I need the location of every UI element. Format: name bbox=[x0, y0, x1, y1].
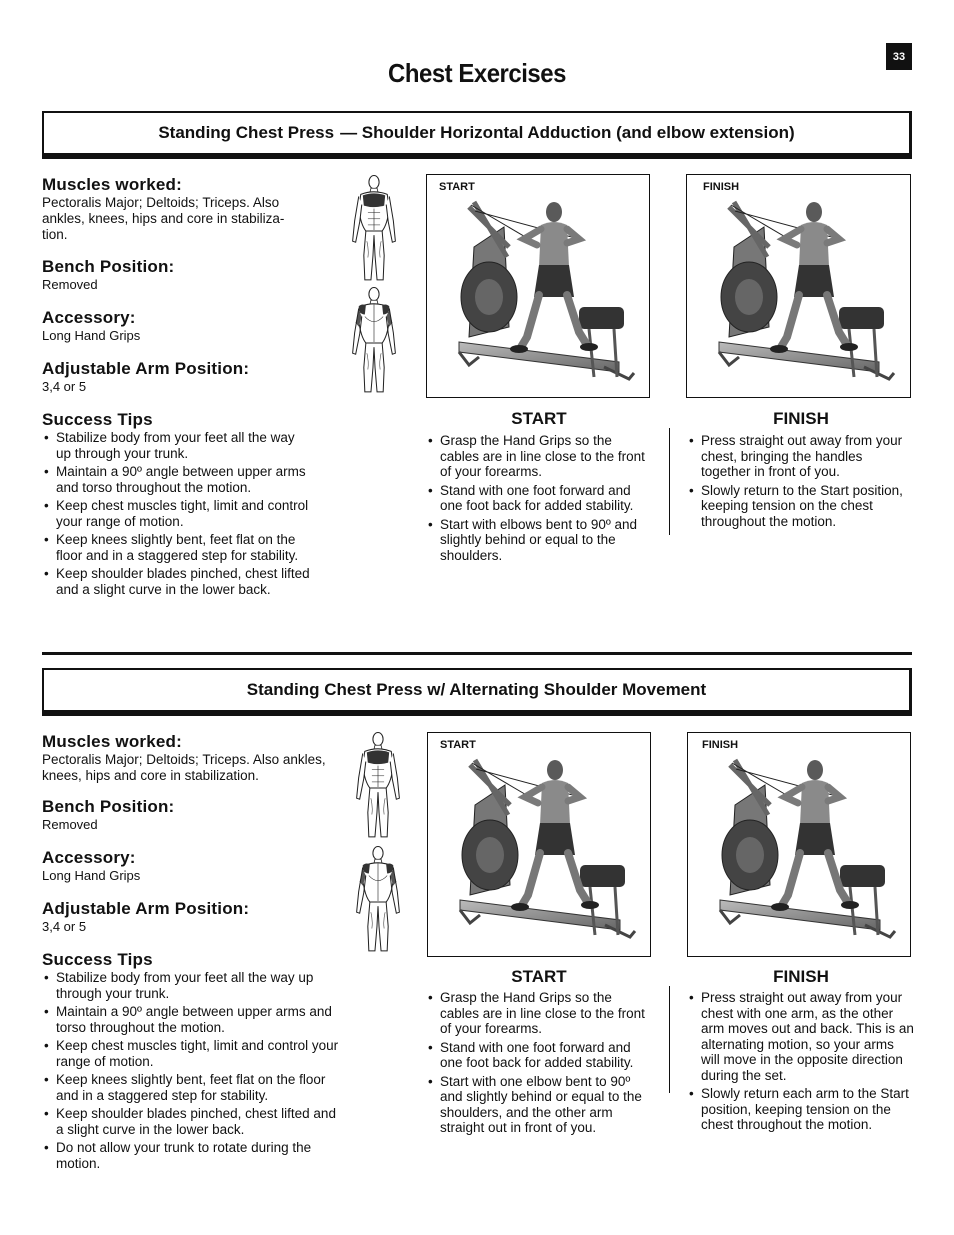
arm-position-text: 3,4 or 5 bbox=[42, 379, 87, 394]
muscles-text: Pectoralis Major; Deltoids; Triceps. Also ankles, knees, hips and core in stabiliza-tion. bbox=[42, 195, 285, 242]
bench-text: Removed bbox=[42, 277, 98, 292]
photo-finish bbox=[687, 732, 911, 957]
exercise-photo bbox=[430, 745, 650, 955]
start-heading: START bbox=[511, 409, 567, 428]
photo-start bbox=[427, 732, 651, 957]
list-item: • Keep shoulder blades pinched, chest lifted and a slight curve in the lower back. bbox=[42, 566, 310, 597]
photo-finish bbox=[686, 174, 911, 398]
section-title-bar bbox=[42, 111, 912, 159]
page-title: Chest Exercises bbox=[388, 58, 566, 88]
muscle-diagram-front bbox=[346, 174, 402, 286]
list-item: • Do not allow your trunk to rotate during the motion. bbox=[42, 1140, 344, 1171]
success-tips-list bbox=[42, 430, 310, 597]
muscle-diagram-front bbox=[352, 731, 404, 843]
accessory-heading: Accessory: bbox=[42, 848, 136, 867]
list-item: • Slowly return each arm to the Start position, keeping tension on the chest throughout the motion. bbox=[687, 1086, 915, 1133]
list-item: • Keep knees slightly bent, feet flat on the floor and in a staggered step for stability. bbox=[42, 1072, 344, 1103]
list-item: • Keep chest muscles tight, limit and control your range of motion. bbox=[42, 1038, 344, 1069]
list-item: • Start with one elbow bent to 90º and slightly behind or equal to the shoulders, and the other arm straight out in front of you. bbox=[426, 1074, 652, 1136]
list-item: • Press straight out away from your chest with one arm, as the other arm moves out and back. This is an alternating motion, so your arms will move in the opposite direction during the set. bbox=[687, 990, 915, 1083]
section-title: Standing Chest Press w/ Alternating Shoulder Movement bbox=[246, 680, 707, 699]
start-steps bbox=[426, 990, 652, 1139]
info-column bbox=[42, 732, 347, 1174]
photo-start bbox=[426, 174, 650, 398]
list-item: • Grasp the Hand Grips so the cables are in line close to the front of your forearms. bbox=[426, 990, 652, 1037]
photo-label: START bbox=[439, 181, 475, 193]
accessory-text: Long Hand Grips bbox=[42, 868, 141, 883]
photo-label: START bbox=[440, 739, 476, 751]
list-item: • Stand with one foot forward and one foot back for added stability. bbox=[426, 1040, 652, 1071]
bench-heading: Bench Position: bbox=[42, 257, 175, 276]
list-item: • Keep knees slightly bent, feet flat on the floor and in a staggered step for stability. bbox=[42, 532, 310, 563]
bench-heading: Bench Position: bbox=[42, 797, 175, 816]
divider bbox=[669, 428, 670, 535]
photo-label: FINISH bbox=[703, 181, 740, 193]
page-number: 33 bbox=[886, 43, 912, 70]
exercise-photo bbox=[689, 187, 909, 397]
list-item: • Slowly return to the Start position, keeping tension on the chest throughout the motion. bbox=[687, 483, 913, 530]
list-item: • Maintain a 90º angle between upper arms and torso throughout the motion. bbox=[42, 464, 310, 495]
arm-position-heading: Adjustable Arm Position: bbox=[42, 899, 250, 918]
list-item: • Stabilize body from your feet all the way up through your trunk. bbox=[42, 970, 344, 1001]
list-item: • Press straight out away from your chest, bringing the handles together in front of you. bbox=[687, 433, 913, 480]
bench-text: Removed bbox=[42, 817, 98, 832]
start-steps bbox=[426, 433, 651, 566]
finish-heading: FINISH bbox=[773, 409, 829, 428]
list-item: • Maintain a 90º angle between upper arms and torso throughout the motion. bbox=[42, 1004, 344, 1035]
exercise-photo bbox=[429, 187, 649, 397]
muscle-diagram-back bbox=[346, 286, 402, 398]
finish-steps bbox=[687, 433, 913, 532]
accessory-heading: Accessory: bbox=[42, 308, 136, 327]
arm-position-heading: Adjustable Arm Position: bbox=[42, 359, 250, 378]
exercise-photo bbox=[690, 745, 910, 955]
accessory-text: Long Hand Grips bbox=[42, 328, 141, 343]
divider bbox=[669, 986, 670, 1093]
list-item: • Start with elbows bent to 90º and slightly behind or equal to the shoulders. bbox=[426, 517, 651, 564]
start-heading: START bbox=[511, 967, 567, 986]
success-tips-heading: Success Tips bbox=[42, 410, 153, 429]
success-tips-list bbox=[42, 970, 344, 1171]
info-column bbox=[42, 175, 310, 600]
section-title: Standing Chest Press bbox=[158, 123, 335, 142]
section-divider bbox=[42, 652, 912, 655]
photo-label: FINISH bbox=[702, 739, 739, 751]
muscles-heading: Muscles worked: bbox=[42, 175, 182, 194]
muscles-text: Pectoralis Major; Deltoids; Triceps. Also ankles, knees, hips and core in stabilization. bbox=[42, 752, 326, 783]
section-title-bar bbox=[42, 668, 912, 716]
list-item: • Stabilize body from your feet all the way up through your trunk. bbox=[42, 430, 310, 461]
section-subtitle: — Shoulder Horizontal Adduction (and elbow extension) bbox=[340, 123, 795, 142]
muscles-heading: Muscles worked: bbox=[42, 732, 182, 751]
success-tips-heading: Success Tips bbox=[42, 950, 153, 969]
finish-heading: FINISH bbox=[773, 967, 829, 986]
finish-steps bbox=[687, 990, 915, 1136]
muscle-diagram-back bbox=[352, 845, 404, 957]
list-item: • Stand with one foot forward and one foot back for added stability. bbox=[426, 483, 651, 514]
list-item: • Keep shoulder blades pinched, chest lifted and a slight curve in the lower back. bbox=[42, 1106, 344, 1137]
list-item: • Grasp the Hand Grips so the cables are in line close to the front of your forearms. bbox=[426, 433, 651, 480]
list-item: • Keep chest muscles tight, limit and control your range of motion. bbox=[42, 498, 310, 529]
arm-position-text: 3,4 or 5 bbox=[42, 919, 87, 934]
